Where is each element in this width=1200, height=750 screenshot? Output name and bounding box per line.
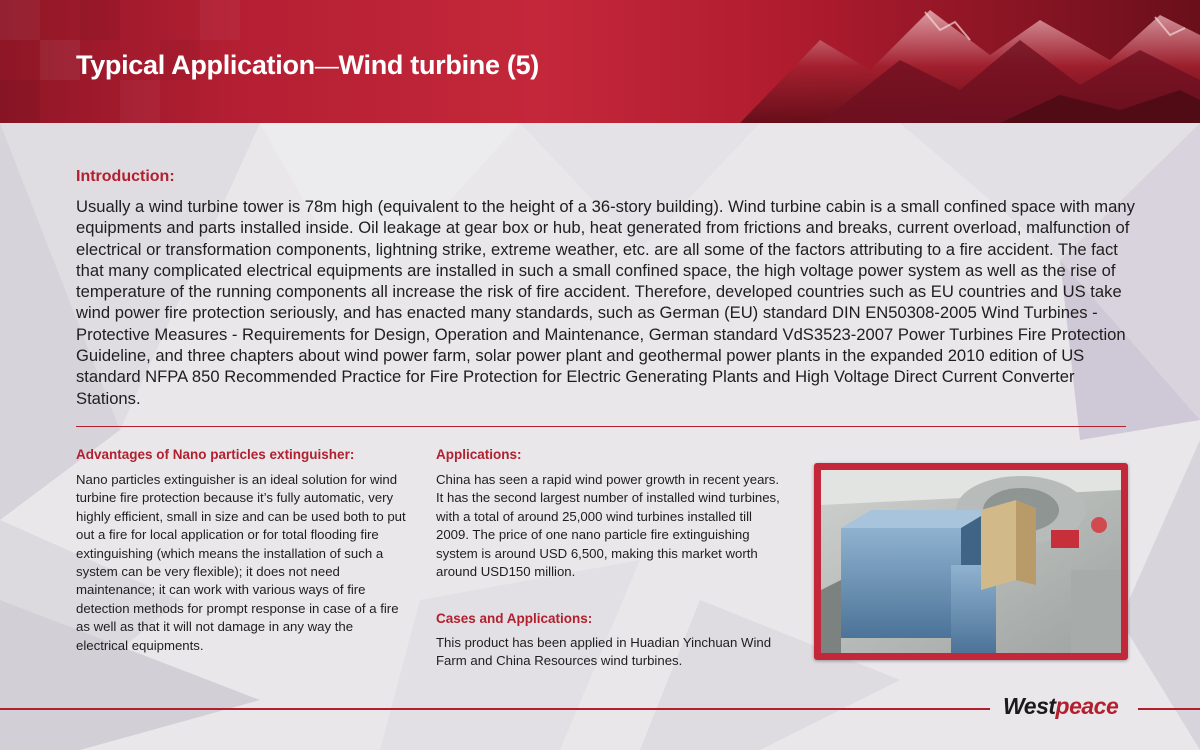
logo-part-peace: peace: [1055, 693, 1119, 719]
title-main: Typical Application: [76, 50, 315, 80]
title-dash: —: [314, 53, 339, 80]
title-sub: Wind turbine (5): [338, 50, 539, 80]
turbine-cabin-photo-frame: [814, 463, 1128, 660]
applications-heading: Applications:: [436, 447, 522, 462]
introduction-heading: Introduction:: [76, 168, 175, 185]
turbine-cabin-photo: [821, 470, 1121, 653]
introduction-body: Usually a wind turbine tower is 78m high (equivalent to the height of a 36-story building). Wind turbine cabin is a small confined space with many equipments and parts installed inside. Oil leakage at gear box or hub, heat generated from frictions and breaks, current overload, malfunction of electrical or transformation components, lightning strike, extreme weather, etc. are all some of the factors attributing to a fire accident. The fact that many complicated electrical equipments are installed in such a small confined space, the high voltage power system as well as the rise of temperature of the running components all increase the risk of fire accident. Therefore, developed countries such as EU countries and US take wind power fire protection seriously, and has enacted many standards, such as German (EU) standard DIN EN50308-2005 Wind Turbines - Protective Measures - Requirements for Design, Operation and Maintenance, German standard VdS3523-2007 Power Turbines Fire Protection Guideline, and three chapters about wind power farm, solar power plant and geothermal power plants in the expanded 2010 edition of US standard NFPA 850 Recommended Practice for Fire Protection for Electric Generating Plants and High Voltage Direct Current Converter Stations.: [76, 197, 1135, 408]
header-mountain-image: [700, 0, 1200, 123]
footer-line-right: [1138, 708, 1200, 710]
cases-heading: Cases and Applications:: [436, 611, 593, 626]
logo-part-west: West: [1003, 693, 1056, 719]
header-banner: [0, 0, 1200, 123]
advantages-body: Nano particles extinguisher is an ideal solution for wind turbine fire protection because it’s fully automatic, very highly efficient, small in size and can be used both to put out a fire for local application or for total flooding fire extinguishing (which means the installation of such a system can be very flexible); it does not need maintenance; it can work with various ways of fire detection methods for prompt response in case of a fire as well as that it will not damage in any way the electrical equipments.: [76, 472, 406, 653]
footer-line-left: [0, 708, 990, 710]
section-divider: [76, 426, 1126, 427]
page-title: [76, 50, 539, 81]
westpeace-logo: [1003, 693, 1118, 720]
cases-body: This product has been applied in Huadian Yinchuan Wind Farm and China Resources wind turbines.: [436, 635, 772, 669]
applications-body: China has seen a rapid wind power growth in recent years. It has the second largest number of installed wind turbines, with a total of around 25,000 wind turbines installed till 2009. The price of one nano particle fire extinguishing system is around USD 6,500, making this market worth around USD150 million.: [436, 472, 780, 580]
advantages-heading: Advantages of Nano particles extinguisher:: [76, 447, 355, 462]
